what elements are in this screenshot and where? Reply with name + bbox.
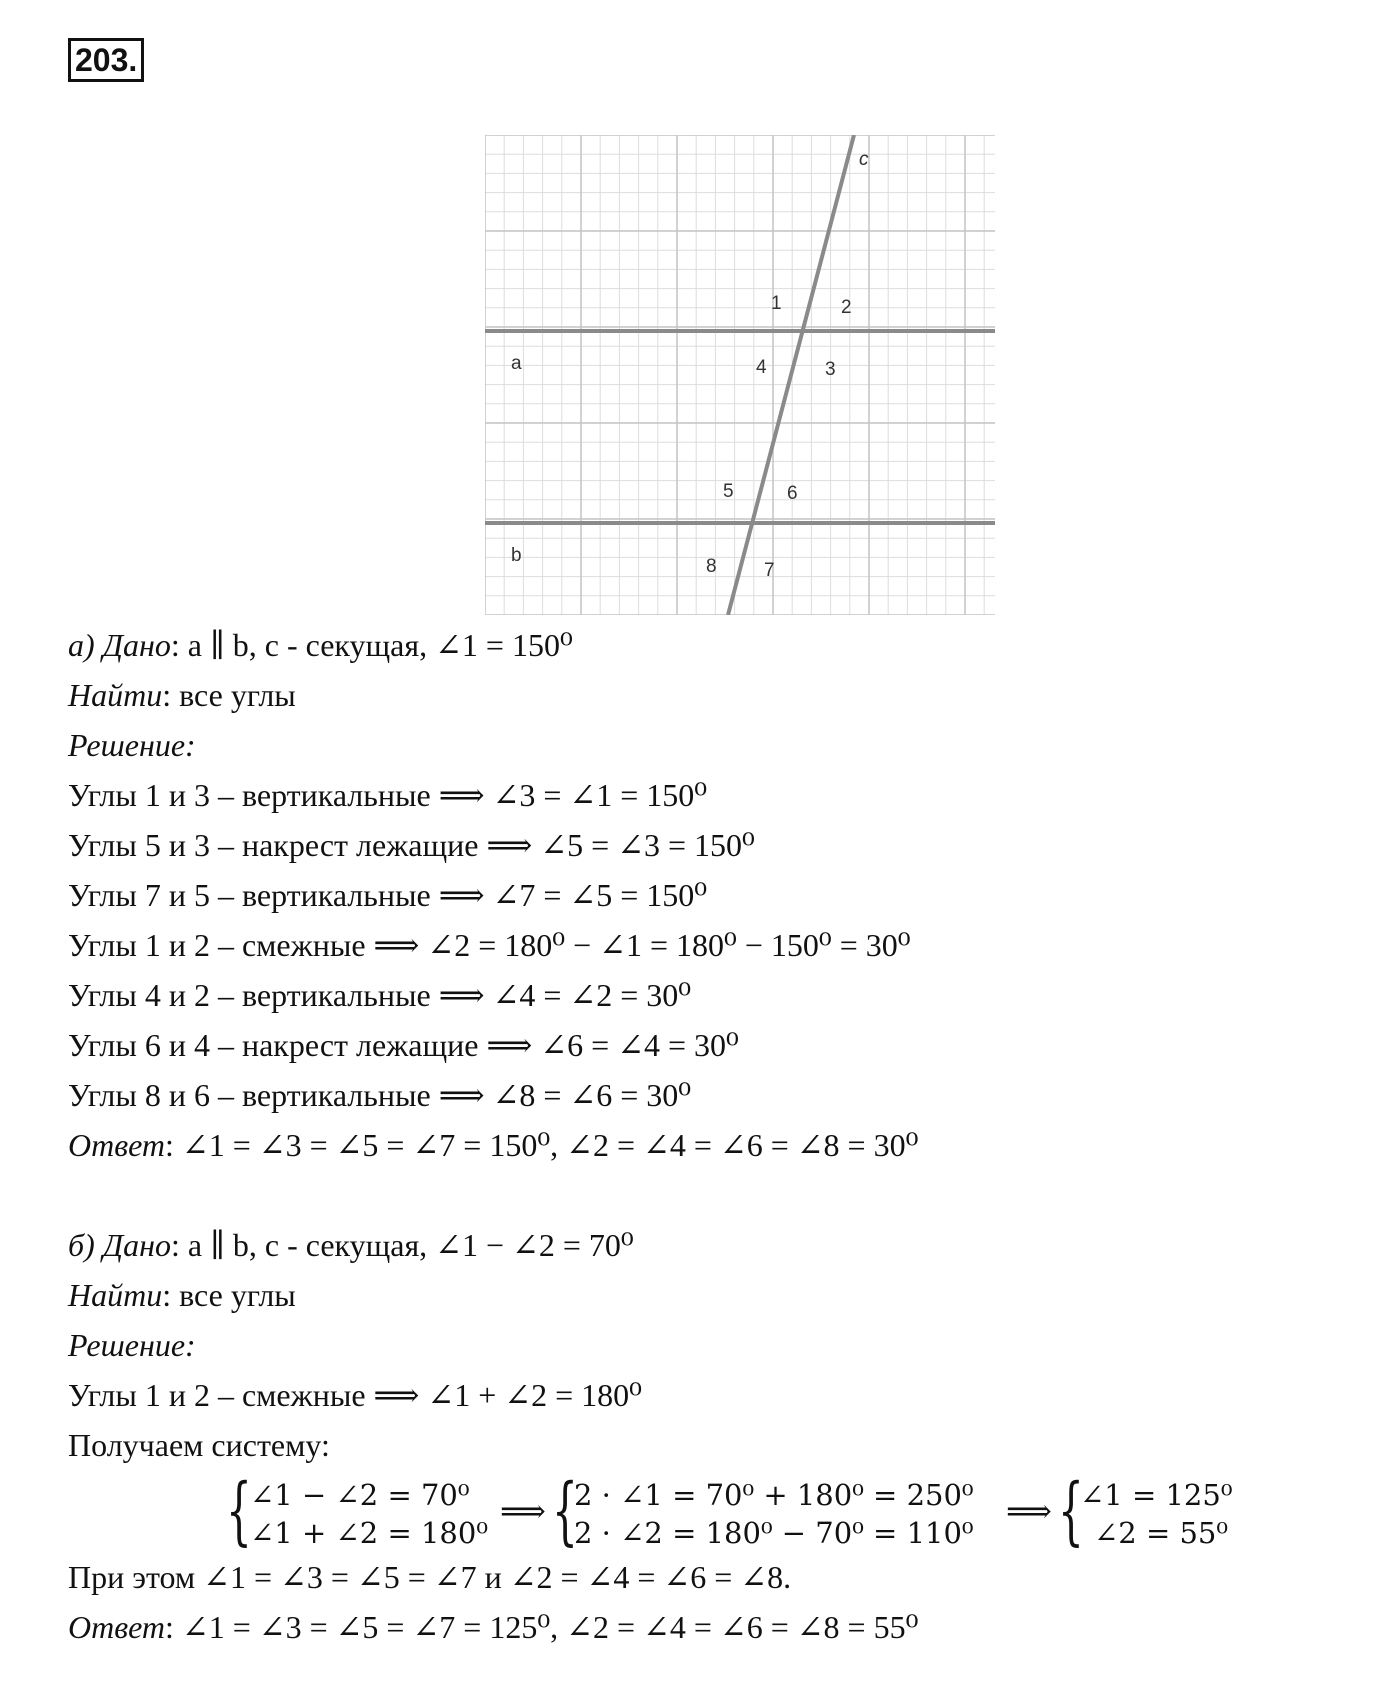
system1-brace: {	[226, 1468, 252, 1554]
label-a: a	[511, 353, 522, 374]
system3-brace: {	[1058, 1468, 1084, 1554]
geometry-figure	[485, 135, 995, 615]
system-2	[574, 1476, 974, 1552]
implies-arrow-1: ⟹	[500, 1492, 546, 1530]
angle-label-7: 7	[764, 560, 775, 581]
label-b: b	[511, 545, 522, 566]
part-b-find	[68, 1276, 296, 1314]
part-a-step-2: Углы 5 и 3 – накрест лежащие ⟹ ∠5 = ∠3 = 150⁰	[68, 827, 755, 863]
part-a-given-label: а) Дано	[68, 627, 171, 663]
part-b-answer-text: : ∠1 = ∠3 = ∠5 = ∠7 = 125⁰, ∠2 = ∠4 = ∠6 = ∠8 = 55⁰	[165, 1609, 919, 1645]
angle-label-3: 3	[825, 359, 836, 380]
system2-line-1: 2 · ∠1 = 70⁰ + 180⁰ = 250⁰	[574, 1478, 974, 1512]
part-b-solution-label: Решение:	[68, 1327, 196, 1363]
part-a-given	[68, 626, 573, 664]
part-b-answer	[68, 1608, 918, 1646]
angle-label-2: 2	[841, 297, 852, 318]
grid-minor	[485, 135, 995, 615]
part-b-given-text: : a ∥ b, c - секущая, ∠1 − ∠2 = 70⁰	[170, 1227, 634, 1263]
implies-arrow-2: ⟹	[1006, 1492, 1052, 1530]
system3-line-1: ∠1 = 125⁰	[1080, 1478, 1233, 1512]
part-b-given-label: б) Дано	[68, 1227, 171, 1263]
system-3	[1080, 1476, 1232, 1552]
part-a-step-6: Углы 6 и 4 – накрест лежащие ⟹ ∠6 = ∠4 = 30⁰	[68, 1027, 739, 1063]
part-b-answer-label: Ответ	[68, 1609, 165, 1645]
part-a-step-3: Углы 7 и 5 – вертикальные ⟹ ∠7 = ∠5 = 150⁰	[68, 877, 708, 913]
part-b-system-intro: Получаем систему:	[68, 1427, 330, 1463]
angle-label-4: 4	[756, 357, 767, 378]
system2-brace: {	[552, 1468, 578, 1554]
angle-label-1: 1	[771, 293, 782, 314]
part-a-step-7: Углы 8 и 6 – вертикальные ⟹ ∠8 = ∠6 = 30⁰	[68, 1077, 692, 1113]
system1-line-1: ∠1 − ∠2 = 70⁰	[250, 1478, 470, 1512]
part-a-find-label: Найти	[68, 677, 163, 713]
angle-label-8: 8	[706, 556, 717, 577]
part-b-note: При этом ∠1 = ∠3 = ∠5 = ∠7 и ∠2 = ∠4 = ∠6 = ∠8.	[68, 1559, 792, 1595]
part-b-given	[68, 1226, 634, 1264]
system-1	[250, 1476, 488, 1552]
angle-label-6: 6	[787, 483, 798, 504]
part-a-find	[68, 676, 296, 714]
label-c: c	[859, 149, 869, 170]
part-b-find-label: Найти	[68, 1277, 163, 1313]
part-a-answer	[68, 1126, 918, 1164]
part-a-answer-text: : ∠1 = ∠3 = ∠5 = ∠7 = 150⁰, ∠2 = ∠4 = ∠6 = ∠8 = 30⁰	[165, 1127, 919, 1163]
problem-number: 203.	[68, 38, 144, 82]
part-a-answer-label: Ответ	[68, 1127, 165, 1163]
angle-label-5: 5	[723, 481, 734, 502]
part-a-solution-label: Решение:	[68, 727, 196, 763]
part-b-find-text: : все углы	[162, 1277, 296, 1313]
part-a-step-1: Углы 1 и 3 – вертикальные ⟹ ∠3 = ∠1 = 150⁰	[68, 777, 708, 813]
part-a-given-text: : a ∥ b, c - секущая, ∠1 = 150⁰	[170, 627, 573, 663]
system2-line-2: 2 · ∠2 = 180⁰ − 70⁰ = 110⁰	[574, 1516, 974, 1550]
system1-line-2: ∠1 + ∠2 = 180⁰	[250, 1516, 488, 1550]
part-a-find-text: : все углы	[162, 677, 296, 713]
part-a-step-4: Углы 1 и 2 – смежные ⟹ ∠2 = 180⁰ − ∠1 = 180⁰ − 150⁰ = 30⁰	[68, 927, 911, 963]
system3-line-2: ∠2 = 55⁰	[1094, 1516, 1229, 1550]
part-b-step-1: Углы 1 и 2 – смежные ⟹ ∠1 + ∠2 = 180⁰	[68, 1377, 642, 1413]
part-a-step-5: Углы 4 и 2 – вертикальные ⟹ ∠4 = ∠2 = 30⁰	[68, 977, 692, 1013]
